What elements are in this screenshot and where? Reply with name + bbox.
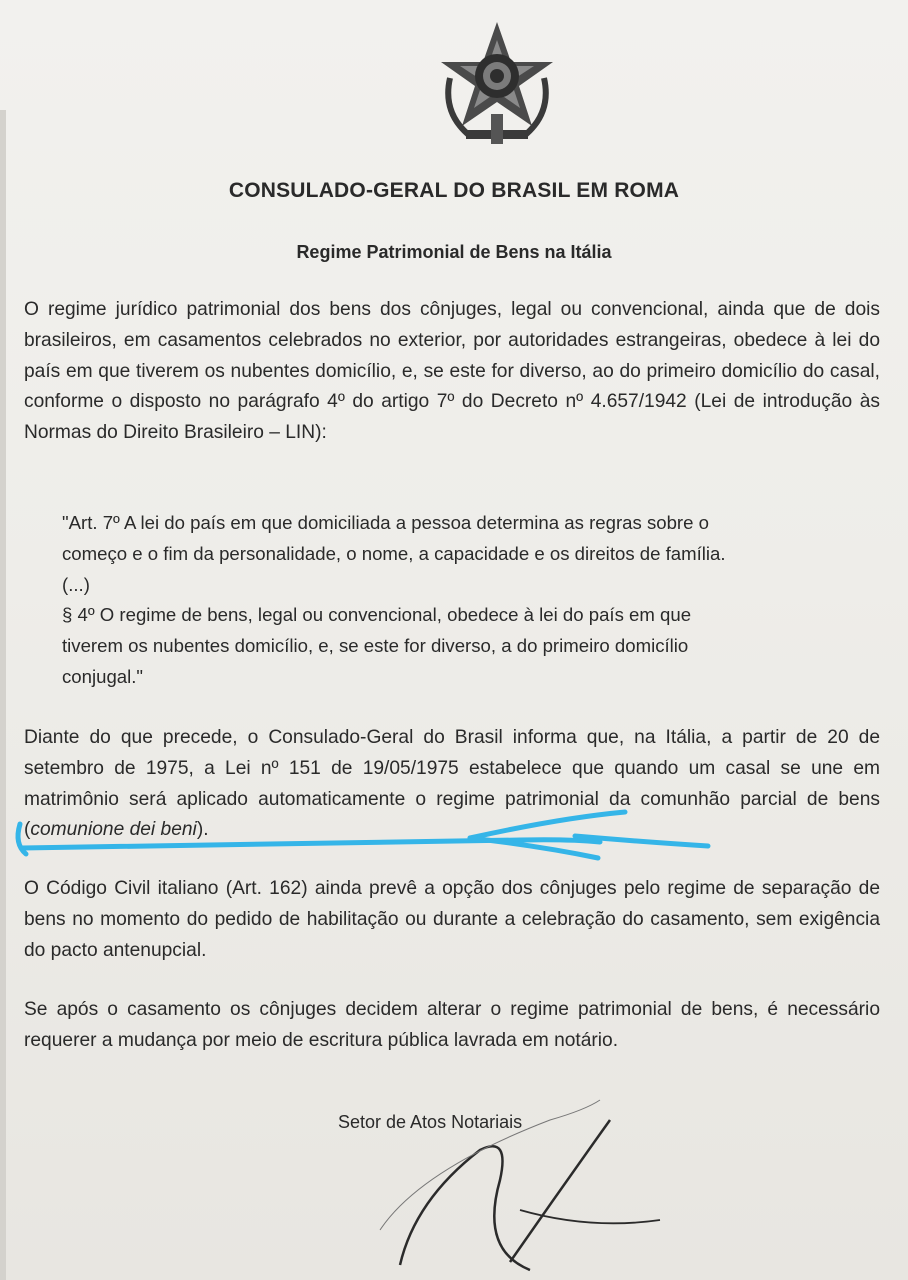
quote-line: (...) (62, 573, 90, 595)
italian-term: comunione dei beni (30, 819, 197, 841)
paragraph-regime-text: Diante do que precede, o Consulado-Geral do Brasil informa que, na Itália, a partir de 20 de setembro de 1975, a Lei nº 151 de 19/05/1975 estabelece que quando um casal se une em matrimônio será aplicado automaticamente o regime patrimonial da comunhão parcial de bens ( (24, 727, 880, 841)
page-title: CONSULADO-GERAL DO BRASIL EM ROMA (228, 179, 680, 202)
handwritten-signature (360, 1080, 690, 1280)
paragraph-civil-code: O Código Civil italiano (Art. 162) ainda prevê a opção dos cônjuges pelo regime de separação de bens no momento do pedido de habilitação ou durante a celebração do casamento, sem exigência do pacto antenupcial. (24, 878, 880, 961)
quote-line: começo e o fim da personalidade, o nome, a capacidade e os direitos de família. (62, 542, 726, 564)
paragraph-regime (24, 723, 880, 846)
page-edge (0, 110, 6, 1280)
document-subtitle: Regime Patrimonial de Bens na Itália (296, 242, 612, 262)
law-quote (62, 508, 862, 693)
paragraph-intro: O regime jurídico patrimonial dos bens dos cônjuges, legal ou convencional, ainda que de dois brasileiros, em casamentos celebrados no exterior, por autoridades estrangeiras, obedece à lei do país em que tiverem os nubentes domicílio, e, se este for diverso, ao do primeiro domicílio do casal, conforme o disposto no parágrafo 4º do artigo 7º do Decreto nº 4.657/1942 (Lei de introdução às Normas do Direito Brasileiro – LIN): (24, 299, 880, 444)
coat-of-arms-icon (436, 18, 558, 150)
quote-line: "Art. 7º A lei do país em que domiciliada a pessoa determina as regras sobre o (62, 512, 709, 533)
paragraph-regime-end: ). (196, 819, 209, 841)
quote-line: tiverem os nubentes domicílio, e, se este for diverso, a do primeiro domicílio (62, 635, 689, 657)
quote-line: § 4º O regime de bens, legal ou convencional, obedece à lei do país em que (62, 604, 692, 626)
paragraph-change-regime: Se após o casamento os cônjuges decidem alterar o regime patrimonial de bens, é necessário requerer a mudança por meio de escritura pública lavrada em notário. (24, 999, 880, 1051)
quote-line: conjugal." (62, 665, 144, 687)
signature-label: Setor de Atos Notariais (338, 1112, 523, 1132)
